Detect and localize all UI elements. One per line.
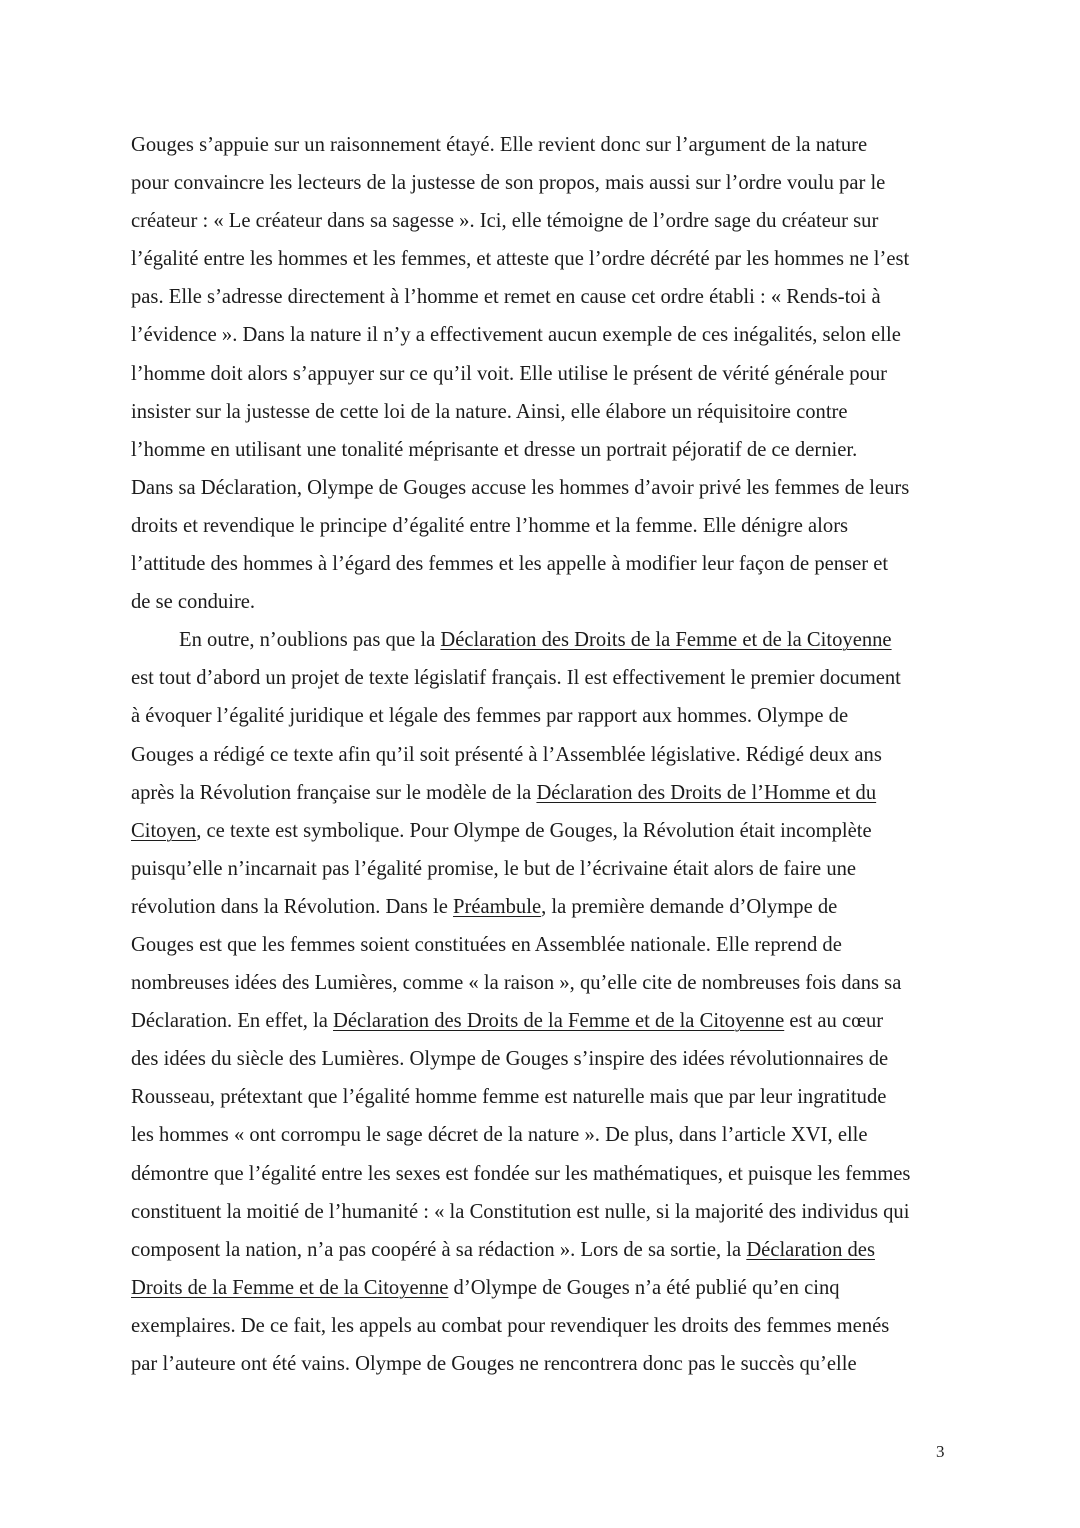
page-number: 3 (936, 1442, 945, 1461)
text-run: l’attitude des hommes à l’égard des femmes et les appelle à modifier leur façon de penser et (131, 553, 889, 576)
text-line (131, 583, 961, 621)
text-line (131, 1078, 961, 1116)
text-run: constituent la moitié de l’humanité : « la Constitution est nulle, si la majorité des individus qui (131, 1200, 910, 1223)
text-line (131, 659, 961, 697)
text-line (131, 393, 961, 431)
text-run: l’homme en utilisant une tonalité méprisante et dresse un portrait péjoratif de ce dernier. (131, 438, 858, 461)
text-run: d’Olympe de Gouges n’a été publié qu’en cinq (448, 1276, 840, 1299)
text-run: est au cœur (784, 1010, 884, 1033)
text-line (131, 240, 961, 278)
text-run: l’égalité entre les hommes et les femmes, et atteste que l’ordre décrété par les hommes ne l’est (131, 248, 910, 271)
text-run: les hommes « ont corrompu le sage décret de la nature ». De plus, dans l’article XVI, elle (131, 1124, 868, 1147)
text-line (131, 926, 961, 964)
text-line (131, 888, 961, 926)
underlined-title: Déclaration des Droits de la Femme et de la Citoyenne (333, 1010, 785, 1033)
text-run: Dans sa Déclaration, Olympe de Gouges accuse les hommes d’avoir privé les femmes de leurs (131, 476, 910, 499)
text-line (131, 355, 961, 393)
text-run: des idées du siècle des Lumières. Olympe de Gouges s’inspire des idées révolutionnaires de (131, 1048, 889, 1071)
text-run: est tout d’abord un projet de texte législatif français. Il est effectivement le premier document (131, 667, 901, 690)
text-run: pour convaincre les lecteurs de la justesse de son propos, mais aussi sur l’ordre voulu par le (131, 172, 886, 195)
text-run: En outre, n’oublions pas que la (179, 629, 441, 652)
text-line (131, 812, 961, 850)
text-run: par l’auteure ont été vains. Olympe de Gouges ne rencontrera donc pas le succès qu’elle (131, 1353, 857, 1375)
text-line (131, 1307, 961, 1345)
text-run: nombreuses idées des Lumières, comme « la raison », qu’elle cite de nombreuses fois dans sa (131, 972, 902, 995)
text-run: puisqu’elle n’incarnait pas l’égalité promise, le but de l’écrivaine était alors de faire une (131, 857, 857, 880)
text-run: Gouges a rédigé ce texte afin qu’il soit présenté à l’Assemblée législative. Rédigé deux ans (131, 743, 882, 766)
text-line (131, 545, 961, 583)
text-line (131, 1040, 961, 1078)
text-run: démontre que l’égalité entre les sexes est fondée sur les mathématiques, et puisque les femmes (131, 1162, 911, 1185)
text-line (131, 507, 961, 545)
text-run: créateur : « Le créateur dans sa sagesse ». Ici, elle témoigne de l’ordre sage du créateur sur (131, 210, 879, 233)
text-run: à évoquer l’égalité juridique et légale des femmes par rapport aux hommes. Olympe de (131, 705, 849, 728)
text-line (131, 1345, 961, 1383)
text-run: , ce texte est symbolique. Pour Olympe de Gouges, la Révolution était incomplète (196, 819, 872, 842)
text-run: exemplaires. De ce fait, les appels au combat pour revendiquer les droits des femmes menés (131, 1314, 890, 1337)
text-line (131, 1269, 961, 1307)
text-line (131, 1002, 961, 1040)
text-run: Gouges s’appuie sur un raisonnement étayé. Elle revient donc sur l’argument de la nature (131, 134, 868, 156)
text-line (131, 469, 961, 507)
text-run: , la première demande d’Olympe de (541, 895, 838, 918)
text-line (131, 164, 961, 202)
text-line (131, 697, 961, 735)
text-line (131, 316, 961, 354)
text-run: l’homme doit alors s’appuyer sur ce qu’il voit. Elle utilise le présent de vérité générale pour (131, 362, 888, 385)
text-run: après la Révolution française sur le modèle de la (131, 781, 537, 804)
text-run: droits et revendique le principe d’égalité entre l’homme et la femme. Elle dénigre alors (131, 514, 849, 537)
text-run: révolution dans la Révolution. Dans le (131, 895, 454, 918)
text-run: pas. Elle s’adresse directement à l’homme et remet en cause cet ordre établi : « Rends-toi à (131, 286, 881, 309)
underlined-title: Droits de la Femme et de la Citoyenne (131, 1276, 449, 1299)
text-run: Gouges est que les femmes soient constituées en Assemblée nationale. Elle reprend de (131, 933, 842, 956)
text-line (131, 736, 961, 774)
paragraph-start-line (131, 621, 961, 659)
text-run: Rousseau, prétextant que l’égalité homme femme est naturelle mais que par leur ingratitude (131, 1086, 887, 1109)
text-line (131, 278, 961, 316)
text-line (131, 1116, 961, 1154)
text-line (131, 850, 961, 888)
text-line (131, 1155, 961, 1193)
text-line (131, 1193, 961, 1231)
body-text (131, 126, 961, 1383)
text-run: composent la nation, n’a pas coopéré à sa rédaction ». Lors de sa sortie, la (131, 1238, 747, 1261)
text-run: insister sur la justesse de cette loi de la nature. Ainsi, elle élabore un réquisitoire contre (131, 400, 848, 423)
text-line (131, 1231, 961, 1269)
text-line (131, 964, 961, 1002)
text-run: de se conduire. (131, 591, 256, 614)
underlined-title: Citoyen (131, 819, 197, 842)
text-line (131, 126, 961, 164)
underlined-title: Préambule (453, 895, 542, 918)
underlined-title: Déclaration des (746, 1238, 875, 1261)
text-line (131, 774, 961, 812)
text-run: Déclaration. En effet, la (131, 1010, 334, 1033)
text-line (131, 202, 961, 240)
text-run: l’évidence ». Dans la nature il n’y a effectivement aucun exemple de ces inégalités, selon elle (131, 324, 901, 347)
underlined-title: Déclaration des Droits de l’Homme et du (536, 781, 877, 804)
text-line (131, 431, 961, 469)
underlined-title: Déclaration des Droits de la Femme et de la Citoyenne (440, 629, 892, 652)
